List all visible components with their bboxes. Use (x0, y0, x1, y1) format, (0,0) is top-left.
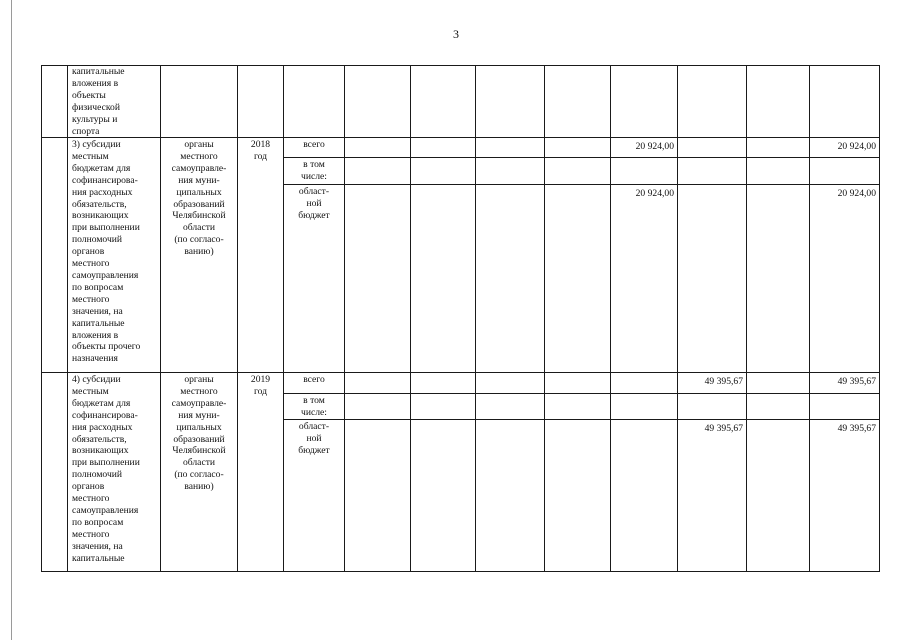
table-cell-amount (476, 158, 545, 185)
table-cell-amount (545, 158, 611, 185)
table-cell-amount (678, 65, 747, 138)
table-cell-amount (411, 158, 476, 185)
event-name: 3) субсидии местным бюджетам для софинансирова- ния расходных обязательств, возникающих при выполнении полномочий органов местного самоуправления по вопросам местного значения, на капитальные вложения в объекты прочего назначения (72, 139, 141, 365)
table-cell-amount-2019 (678, 158, 747, 185)
table-cell-amount (747, 158, 810, 185)
table-cell-event (68, 373, 161, 572)
table-cell-source (284, 65, 345, 138)
event-name: капитальные вложения в объекты физической культуры и спорта (72, 66, 125, 137)
table-cell-amount (545, 373, 611, 394)
table-cell-amount (345, 185, 411, 373)
table-cell-source (284, 158, 345, 185)
table-cell-source (284, 420, 345, 572)
table-cell-number (41, 65, 68, 138)
table-cell-amount (345, 138, 411, 158)
table-cell-executor (161, 373, 238, 572)
table-cell-amount-2018 (611, 373, 678, 394)
table-cell-amount-2019 (678, 185, 747, 373)
table-cell-amount (411, 373, 476, 394)
year-label: 2019 год (250, 374, 271, 397)
table-cell-year (238, 373, 284, 572)
table-cell-amount (747, 373, 810, 394)
table-cell-amount (545, 138, 611, 158)
amount-value: 49 395,67 (704, 423, 743, 434)
table-cell-total (810, 138, 880, 158)
year-label: 2018 год (250, 139, 271, 162)
total-value: 49 395,67 (837, 423, 876, 434)
table-cell-source (284, 373, 345, 394)
source-label: област- ной бюджет (298, 186, 330, 221)
table-cell-year (238, 138, 284, 373)
table-cell-amount (476, 394, 545, 420)
table-cell-amount (747, 394, 810, 420)
table-cell-amount (545, 420, 611, 572)
amount-value: 20 924,00 (635, 188, 674, 199)
table-cell-amount (747, 138, 810, 158)
table-cell-amount (345, 158, 411, 185)
table-cell-amount (545, 185, 611, 373)
table-cell-amount-2019 (678, 420, 747, 572)
table-cell-amount (545, 65, 611, 138)
table-cell-amount (747, 65, 810, 138)
table-cell-total (810, 158, 880, 185)
table-cell-total (810, 373, 880, 394)
table-cell-event (68, 65, 161, 138)
table-cell-amount-2019 (678, 394, 747, 420)
table-cell-source (284, 185, 345, 373)
table-cell-source (284, 394, 345, 420)
event-name: 4) субсидии местным бюджетам для софинансирова- ния расходных обязательств, возникающих при выполнении полномочий органов местного самоуправления по вопросам местного значения, на капитальные (72, 374, 140, 564)
table-cell-total (810, 420, 880, 572)
table-cell-event (68, 138, 161, 373)
table-cell-amount (345, 65, 411, 138)
source-label: всего (303, 374, 325, 385)
table-cell-amount (411, 138, 476, 158)
table-cell-amount (345, 373, 411, 394)
executor-name: органы местного самоуправле- ния муни- ципальных образований Челябинской области (по согласо- ванию) (171, 139, 227, 258)
table-cell-amount (345, 394, 411, 420)
table-cell-amount (411, 185, 476, 373)
table-cell-amount-2018 (611, 394, 678, 420)
table-cell-amount-2018 (611, 138, 678, 158)
table-cell-amount (411, 420, 476, 572)
table-cell-amount-2018 (611, 158, 678, 185)
budget-table (41, 65, 880, 572)
table-cell-amount-2019 (678, 138, 747, 158)
table-cell-executor (161, 65, 238, 138)
source-label: в том числе: (301, 159, 327, 182)
amount-value: 49 395,67 (704, 376, 743, 387)
binding-margin-line (11, 0, 12, 640)
table-cell-amount (747, 420, 810, 572)
executor-name: органы местного самоуправле- ния муни- ципальных образований Челябинской области (по согласо- ванию) (171, 374, 227, 493)
table-cell-amount (476, 185, 545, 373)
page-number: 3 (453, 27, 459, 41)
total-value: 20 924,00 (837, 141, 876, 152)
source-label: в том числе: (301, 395, 327, 418)
table-cell-amount (345, 420, 411, 572)
total-value: 20 924,00 (837, 188, 876, 199)
source-label: всего (303, 139, 325, 150)
table-cell-amount-2018 (611, 185, 678, 373)
table-cell-amount (476, 138, 545, 158)
table-cell-amount (747, 185, 810, 373)
table-cell-amount (411, 65, 476, 138)
source-label: област- ной бюджет (298, 421, 330, 456)
table-cell-amount-2018 (611, 420, 678, 572)
amount-value: 20 924,00 (635, 141, 674, 152)
table-cell-amount (476, 373, 545, 394)
table-cell-amount (476, 420, 545, 572)
total-value: 49 395,67 (837, 376, 876, 387)
table-cell-year (238, 65, 284, 138)
table-cell-executor (161, 138, 238, 373)
table-cell-total (810, 185, 880, 373)
table-cell-amount (545, 394, 611, 420)
table-cell-source (284, 138, 345, 158)
table-cell-total (810, 394, 880, 420)
table-cell-number (41, 138, 68, 373)
table-cell-amount (611, 65, 678, 138)
table-cell-amount-2019 (678, 373, 747, 394)
table-cell-amount (411, 394, 476, 420)
table-cell-amount (476, 65, 545, 138)
table-cell-number (41, 373, 68, 572)
table-cell-total (810, 65, 880, 138)
